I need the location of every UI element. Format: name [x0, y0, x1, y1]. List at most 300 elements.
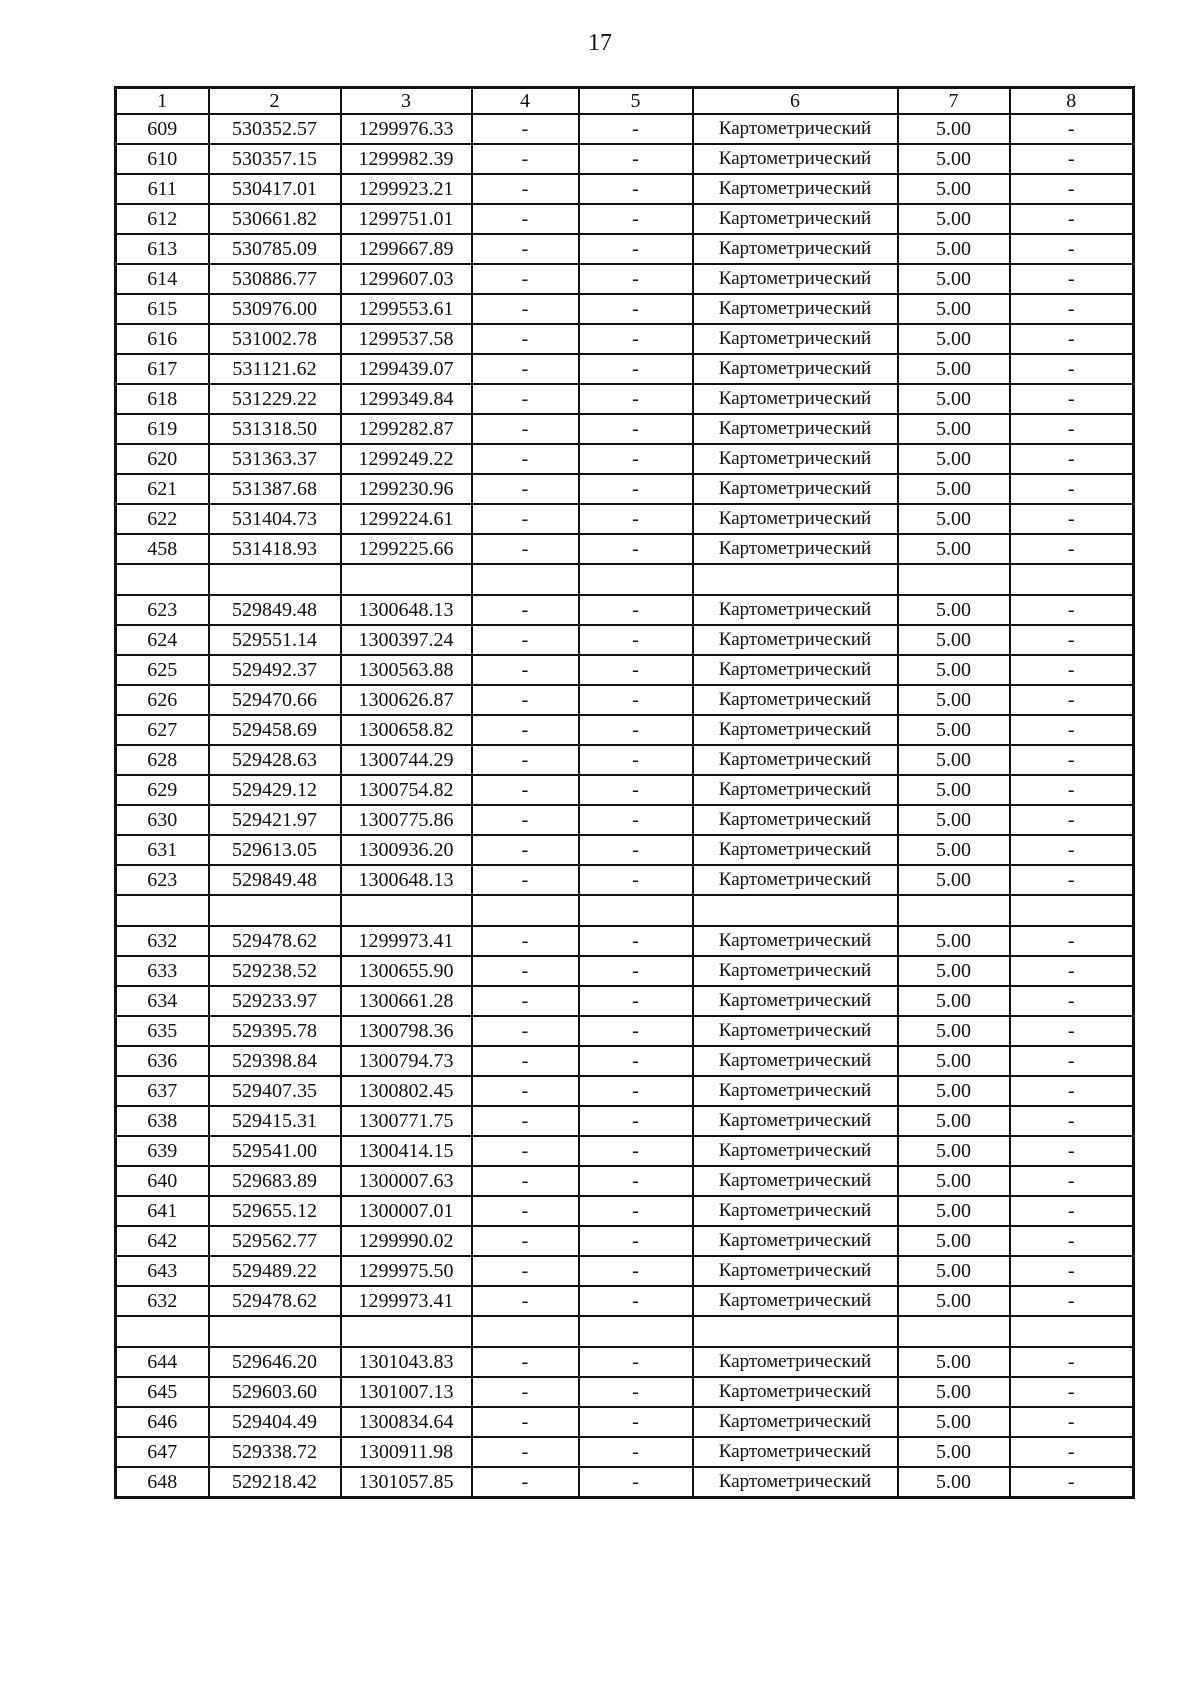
coordinates-table — [114, 86, 1135, 1499]
x-coordinate-cell: 531404.73 — [209, 504, 341, 534]
y-coordinate-cell: 1299537.58 — [341, 324, 472, 354]
col4-cell: - — [472, 956, 579, 986]
column-header-5: 5 — [579, 88, 693, 115]
point-number-cell: 643 — [116, 1256, 209, 1286]
method-cell: Картометрический — [693, 926, 898, 956]
col4-cell: - — [472, 1196, 579, 1226]
table-row — [116, 986, 1134, 1016]
col8-cell — [1010, 564, 1134, 595]
accuracy-cell: 5.00 — [898, 504, 1010, 534]
y-coordinate-cell: 1300658.82 — [341, 715, 472, 745]
point-number-cell: 618 — [116, 384, 209, 414]
table-row — [116, 384, 1134, 414]
accuracy-cell: 5.00 — [898, 1347, 1010, 1377]
col8-cell: - — [1010, 1046, 1134, 1076]
accuracy-cell: 5.00 — [898, 595, 1010, 625]
accuracy-cell: 5.00 — [898, 144, 1010, 174]
table-row — [116, 865, 1134, 895]
col4-cell: - — [472, 204, 579, 234]
method-cell: Картометрический — [693, 1136, 898, 1166]
method-cell: Картометрический — [693, 414, 898, 444]
y-coordinate-cell — [341, 564, 472, 595]
y-coordinate-cell: 1301057.85 — [341, 1467, 472, 1498]
col5-cell: - — [579, 1437, 693, 1467]
col8-cell: - — [1010, 1166, 1134, 1196]
x-coordinate-cell: 529683.89 — [209, 1166, 341, 1196]
x-coordinate-cell: 530785.09 — [209, 234, 341, 264]
col5-cell: - — [579, 1377, 693, 1407]
x-coordinate-cell: 529492.37 — [209, 655, 341, 685]
col5-cell: - — [579, 294, 693, 324]
col5-cell: - — [579, 835, 693, 865]
point-number-cell: 624 — [116, 625, 209, 655]
y-coordinate-cell: 1300648.13 — [341, 595, 472, 625]
table-row — [116, 625, 1134, 655]
y-coordinate-cell: 1299976.33 — [341, 114, 472, 144]
y-coordinate-cell: 1300936.20 — [341, 835, 472, 865]
method-cell: Картометрический — [693, 1196, 898, 1226]
method-cell: Картометрический — [693, 595, 898, 625]
method-cell: Картометрический — [693, 264, 898, 294]
method-cell: Картометрический — [693, 1166, 898, 1196]
col5-cell: - — [579, 264, 693, 294]
method-cell: Картометрический — [693, 144, 898, 174]
table-row — [116, 264, 1134, 294]
accuracy-cell — [898, 1316, 1010, 1347]
table-row — [116, 775, 1134, 805]
point-number-cell: 629 — [116, 775, 209, 805]
point-number-cell: 648 — [116, 1467, 209, 1498]
table-row — [116, 745, 1134, 775]
method-cell: Картометрический — [693, 114, 898, 144]
accuracy-cell: 5.00 — [898, 474, 1010, 504]
accuracy-cell: 5.00 — [898, 1136, 1010, 1166]
col5-cell: - — [579, 534, 693, 564]
col4-cell: - — [472, 1286, 579, 1316]
table-row — [116, 1106, 1134, 1136]
col5-cell: - — [579, 1106, 693, 1136]
y-coordinate-cell: 1299349.84 — [341, 384, 472, 414]
accuracy-cell: 5.00 — [898, 655, 1010, 685]
method-cell: Картометрический — [693, 655, 898, 685]
x-coordinate-cell: 530352.57 — [209, 114, 341, 144]
x-coordinate-cell: 529421.97 — [209, 805, 341, 835]
x-coordinate-cell: 530417.01 — [209, 174, 341, 204]
x-coordinate-cell: 529489.22 — [209, 1256, 341, 1286]
col8-cell: - — [1010, 595, 1134, 625]
table-row — [116, 294, 1134, 324]
point-number-cell: 638 — [116, 1106, 209, 1136]
x-coordinate-cell: 530886.77 — [209, 264, 341, 294]
method-cell: Картометрический — [693, 775, 898, 805]
col5-cell: - — [579, 1226, 693, 1256]
col8-cell: - — [1010, 1226, 1134, 1256]
point-number-cell: 644 — [116, 1347, 209, 1377]
col4-cell: - — [472, 1076, 579, 1106]
point-number-cell: 641 — [116, 1196, 209, 1226]
col8-cell: - — [1010, 204, 1134, 234]
x-coordinate-cell: 529238.52 — [209, 956, 341, 986]
col8-cell: - — [1010, 1347, 1134, 1377]
accuracy-cell: 5.00 — [898, 1076, 1010, 1106]
y-coordinate-cell: 1300744.29 — [341, 745, 472, 775]
col8-cell: - — [1010, 1016, 1134, 1046]
x-coordinate-cell: 531418.93 — [209, 534, 341, 564]
point-number-cell: 620 — [116, 444, 209, 474]
col8-cell: - — [1010, 1377, 1134, 1407]
x-coordinate-cell: 531121.62 — [209, 354, 341, 384]
table-row — [116, 805, 1134, 835]
y-coordinate-cell: 1300661.28 — [341, 986, 472, 1016]
col5-cell: - — [579, 444, 693, 474]
table-row — [116, 835, 1134, 865]
table-row — [116, 1347, 1134, 1377]
point-number-cell: 634 — [116, 986, 209, 1016]
point-number-cell: 636 — [116, 1046, 209, 1076]
x-coordinate-cell: 529478.62 — [209, 1286, 341, 1316]
accuracy-cell: 5.00 — [898, 805, 1010, 835]
table-row — [116, 595, 1134, 625]
col8-cell: - — [1010, 1196, 1134, 1226]
col8-cell: - — [1010, 354, 1134, 384]
column-header-6: 6 — [693, 88, 898, 115]
column-header-8: 8 — [1010, 88, 1134, 115]
point-number-cell: 611 — [116, 174, 209, 204]
accuracy-cell: 5.00 — [898, 1166, 1010, 1196]
col5-cell: - — [579, 625, 693, 655]
col5-cell: - — [579, 775, 693, 805]
point-number-cell: 616 — [116, 324, 209, 354]
point-number-cell: 625 — [116, 655, 209, 685]
point-number-cell: 612 — [116, 204, 209, 234]
y-coordinate-cell: 1299923.21 — [341, 174, 472, 204]
y-coordinate-cell: 1300563.88 — [341, 655, 472, 685]
col4-cell: - — [472, 444, 579, 474]
col5-cell: - — [579, 474, 693, 504]
point-number-cell: 632 — [116, 1286, 209, 1316]
col5-cell: - — [579, 926, 693, 956]
col5-cell: - — [579, 1076, 693, 1106]
method-cell: Картометрический — [693, 1106, 898, 1136]
col4-cell: - — [472, 144, 579, 174]
accuracy-cell: 5.00 — [898, 1196, 1010, 1226]
col5-cell: - — [579, 414, 693, 444]
x-coordinate-cell: 529338.72 — [209, 1437, 341, 1467]
accuracy-cell: 5.00 — [898, 745, 1010, 775]
col8-cell: - — [1010, 655, 1134, 685]
accuracy-cell: 5.00 — [898, 264, 1010, 294]
method-cell: Картометрический — [693, 234, 898, 264]
col5-cell — [579, 895, 693, 926]
col8-cell: - — [1010, 504, 1134, 534]
table-row — [116, 1286, 1134, 1316]
col8-cell: - — [1010, 1467, 1134, 1498]
table-row — [116, 715, 1134, 745]
col8-cell: - — [1010, 1136, 1134, 1166]
accuracy-cell: 5.00 — [898, 114, 1010, 144]
col5-cell: - — [579, 204, 693, 234]
method-cell: Картометрический — [693, 805, 898, 835]
accuracy-cell: 5.00 — [898, 865, 1010, 895]
accuracy-cell: 5.00 — [898, 354, 1010, 384]
col8-cell: - — [1010, 986, 1134, 1016]
x-coordinate-cell: 530357.15 — [209, 144, 341, 174]
col4-cell: - — [472, 685, 579, 715]
accuracy-cell: 5.00 — [898, 444, 1010, 474]
col8-cell: - — [1010, 956, 1134, 986]
col5-cell: - — [579, 1467, 693, 1498]
table-row — [116, 144, 1134, 174]
col4-cell — [472, 895, 579, 926]
col4-cell: - — [472, 745, 579, 775]
accuracy-cell: 5.00 — [898, 775, 1010, 805]
point-number-cell: 623 — [116, 865, 209, 895]
accuracy-cell: 5.00 — [898, 174, 1010, 204]
y-coordinate-cell: 1300626.87 — [341, 685, 472, 715]
accuracy-cell: 5.00 — [898, 1377, 1010, 1407]
col5-cell: - — [579, 114, 693, 144]
col5-cell: - — [579, 956, 693, 986]
method-cell: Картометрический — [693, 625, 898, 655]
x-coordinate-cell: 529646.20 — [209, 1347, 341, 1377]
y-coordinate-cell: 1300754.82 — [341, 775, 472, 805]
table-row — [116, 1377, 1134, 1407]
point-number-cell: 645 — [116, 1377, 209, 1407]
col5-cell: - — [579, 234, 693, 264]
col5-cell: - — [579, 384, 693, 414]
method-cell: Картометрический — [693, 534, 898, 564]
method-cell: Картометрический — [693, 865, 898, 895]
col4-cell: - — [472, 775, 579, 805]
y-coordinate-cell: 1299973.41 — [341, 1286, 472, 1316]
x-coordinate-cell: 531387.68 — [209, 474, 341, 504]
y-coordinate-cell: 1300794.73 — [341, 1046, 472, 1076]
col5-cell: - — [579, 504, 693, 534]
col8-cell: - — [1010, 745, 1134, 775]
y-coordinate-cell: 1300655.90 — [341, 956, 472, 986]
method-cell: Картометрический — [693, 835, 898, 865]
col8-cell: - — [1010, 805, 1134, 835]
accuracy-cell: 5.00 — [898, 1046, 1010, 1076]
col4-cell: - — [472, 595, 579, 625]
point-number-cell: 626 — [116, 685, 209, 715]
point-number-cell: 622 — [116, 504, 209, 534]
table-row — [116, 474, 1134, 504]
y-coordinate-cell: 1299230.96 — [341, 474, 472, 504]
col4-cell: - — [472, 234, 579, 264]
x-coordinate-cell: 529655.12 — [209, 1196, 341, 1226]
point-number-cell: 647 — [116, 1437, 209, 1467]
table-row — [116, 1136, 1134, 1166]
accuracy-cell: 5.00 — [898, 1016, 1010, 1046]
col8-cell: - — [1010, 865, 1134, 895]
col5-cell: - — [579, 354, 693, 384]
y-coordinate-cell: 1300397.24 — [341, 625, 472, 655]
col5-cell: - — [579, 144, 693, 174]
accuracy-cell: 5.00 — [898, 1467, 1010, 1498]
y-coordinate-cell: 1299553.61 — [341, 294, 472, 324]
table-header-row — [116, 88, 1134, 115]
method-cell: Картометрический — [693, 685, 898, 715]
accuracy-cell: 5.00 — [898, 1437, 1010, 1467]
method-cell: Картометрический — [693, 1046, 898, 1076]
y-coordinate-cell: 1300771.75 — [341, 1106, 472, 1136]
accuracy-cell — [898, 895, 1010, 926]
table-row — [116, 324, 1134, 354]
x-coordinate-cell — [209, 1316, 341, 1347]
x-coordinate-cell: 529233.97 — [209, 986, 341, 1016]
col5-cell: - — [579, 715, 693, 745]
x-coordinate-cell: 529428.63 — [209, 745, 341, 775]
table-row — [116, 234, 1134, 264]
method-cell: Картометрический — [693, 204, 898, 234]
table-row — [116, 685, 1134, 715]
x-coordinate-cell: 531318.50 — [209, 414, 341, 444]
table-row — [116, 956, 1134, 986]
col5-cell: - — [579, 1166, 693, 1196]
accuracy-cell: 5.00 — [898, 835, 1010, 865]
table-row — [116, 1407, 1134, 1437]
table-row — [116, 926, 1134, 956]
x-coordinate-cell: 529478.62 — [209, 926, 341, 956]
accuracy-cell: 5.00 — [898, 294, 1010, 324]
col8-cell: - — [1010, 114, 1134, 144]
y-coordinate-cell: 1300007.63 — [341, 1166, 472, 1196]
col8-cell: - — [1010, 474, 1134, 504]
table-row — [116, 1196, 1134, 1226]
table-row — [116, 204, 1134, 234]
col4-cell: - — [472, 414, 579, 444]
col4-cell: - — [472, 986, 579, 1016]
table-row — [116, 1046, 1134, 1076]
col5-cell: - — [579, 1407, 693, 1437]
col8-cell: - — [1010, 1076, 1134, 1106]
y-coordinate-cell: 1299975.50 — [341, 1256, 472, 1286]
col5-cell: - — [579, 865, 693, 895]
col4-cell: - — [472, 865, 579, 895]
accuracy-cell: 5.00 — [898, 324, 1010, 354]
method-cell: Картометрический — [693, 1347, 898, 1377]
y-coordinate-cell — [341, 895, 472, 926]
col8-cell: - — [1010, 625, 1134, 655]
col4-cell: - — [472, 324, 579, 354]
accuracy-cell: 5.00 — [898, 1106, 1010, 1136]
y-coordinate-cell: 1300007.01 — [341, 1196, 472, 1226]
y-coordinate-cell: 1300414.15 — [341, 1136, 472, 1166]
col4-cell: - — [472, 715, 579, 745]
y-coordinate-cell: 1299751.01 — [341, 204, 472, 234]
x-coordinate-cell: 529541.00 — [209, 1136, 341, 1166]
x-coordinate-cell: 529218.42 — [209, 1467, 341, 1498]
x-coordinate-cell: 529395.78 — [209, 1016, 341, 1046]
point-number-cell — [116, 564, 209, 595]
method-cell — [693, 1316, 898, 1347]
table-row — [116, 174, 1134, 204]
col4-cell: - — [472, 264, 579, 294]
accuracy-cell: 5.00 — [898, 1226, 1010, 1256]
y-coordinate-cell: 1300802.45 — [341, 1076, 472, 1106]
y-coordinate-cell: 1299439.07 — [341, 354, 472, 384]
method-cell: Картометрический — [693, 1377, 898, 1407]
accuracy-cell: 5.00 — [898, 685, 1010, 715]
x-coordinate-cell: 529470.66 — [209, 685, 341, 715]
x-coordinate-cell: 530976.00 — [209, 294, 341, 324]
point-number-cell: 619 — [116, 414, 209, 444]
method-cell: Картометрический — [693, 504, 898, 534]
x-coordinate-cell: 531363.37 — [209, 444, 341, 474]
y-coordinate-cell: 1299607.03 — [341, 264, 472, 294]
y-coordinate-cell — [341, 1316, 472, 1347]
y-coordinate-cell: 1299249.22 — [341, 444, 472, 474]
x-coordinate-cell: 529613.05 — [209, 835, 341, 865]
method-cell: Картометрический — [693, 444, 898, 474]
col5-cell: - — [579, 1347, 693, 1377]
method-cell: Картометрический — [693, 384, 898, 414]
col5-cell: - — [579, 1046, 693, 1076]
col5-cell: - — [579, 595, 693, 625]
point-number-cell: 615 — [116, 294, 209, 324]
col5-cell: - — [579, 805, 693, 835]
col5-cell: - — [579, 324, 693, 354]
point-number-cell: 614 — [116, 264, 209, 294]
table-row — [116, 114, 1134, 144]
x-coordinate-cell: 529407.35 — [209, 1076, 341, 1106]
x-coordinate-cell: 529458.69 — [209, 715, 341, 745]
accuracy-cell: 5.00 — [898, 534, 1010, 564]
col8-cell: - — [1010, 775, 1134, 805]
col8-cell: - — [1010, 294, 1134, 324]
accuracy-cell: 5.00 — [898, 1286, 1010, 1316]
point-number-cell: 635 — [116, 1016, 209, 1046]
y-coordinate-cell: 1300648.13 — [341, 865, 472, 895]
method-cell: Картометрический — [693, 474, 898, 504]
accuracy-cell: 5.00 — [898, 414, 1010, 444]
x-coordinate-cell: 529849.48 — [209, 595, 341, 625]
accuracy-cell: 5.00 — [898, 986, 1010, 1016]
table-row — [116, 1226, 1134, 1256]
col8-cell: - — [1010, 1437, 1134, 1467]
accuracy-cell: 5.00 — [898, 384, 1010, 414]
method-cell: Картометрический — [693, 1467, 898, 1498]
col8-cell: - — [1010, 534, 1134, 564]
col8-cell: - — [1010, 926, 1134, 956]
col8-cell: - — [1010, 384, 1134, 414]
y-coordinate-cell: 1300775.86 — [341, 805, 472, 835]
col8-cell: - — [1010, 324, 1134, 354]
col4-cell: - — [472, 805, 579, 835]
col4-cell: - — [472, 625, 579, 655]
x-coordinate-cell: 530661.82 — [209, 204, 341, 234]
col8-cell — [1010, 895, 1134, 926]
col8-cell: - — [1010, 685, 1134, 715]
y-coordinate-cell: 1301043.83 — [341, 1347, 472, 1377]
col4-cell: - — [472, 1467, 579, 1498]
y-coordinate-cell: 1299667.89 — [341, 234, 472, 264]
col4-cell: - — [472, 534, 579, 564]
x-coordinate-cell: 529603.60 — [209, 1377, 341, 1407]
method-cell: Картометрический — [693, 294, 898, 324]
method-cell: Картометрический — [693, 715, 898, 745]
column-header-2: 2 — [209, 88, 341, 115]
point-number-cell — [116, 895, 209, 926]
x-coordinate-cell: 531229.22 — [209, 384, 341, 414]
table-row — [116, 1076, 1134, 1106]
y-coordinate-cell: 1300834.64 — [341, 1407, 472, 1437]
accuracy-cell: 5.00 — [898, 1407, 1010, 1437]
col8-cell: - — [1010, 234, 1134, 264]
col4-cell: - — [472, 1347, 579, 1377]
separator-row — [116, 1316, 1134, 1347]
